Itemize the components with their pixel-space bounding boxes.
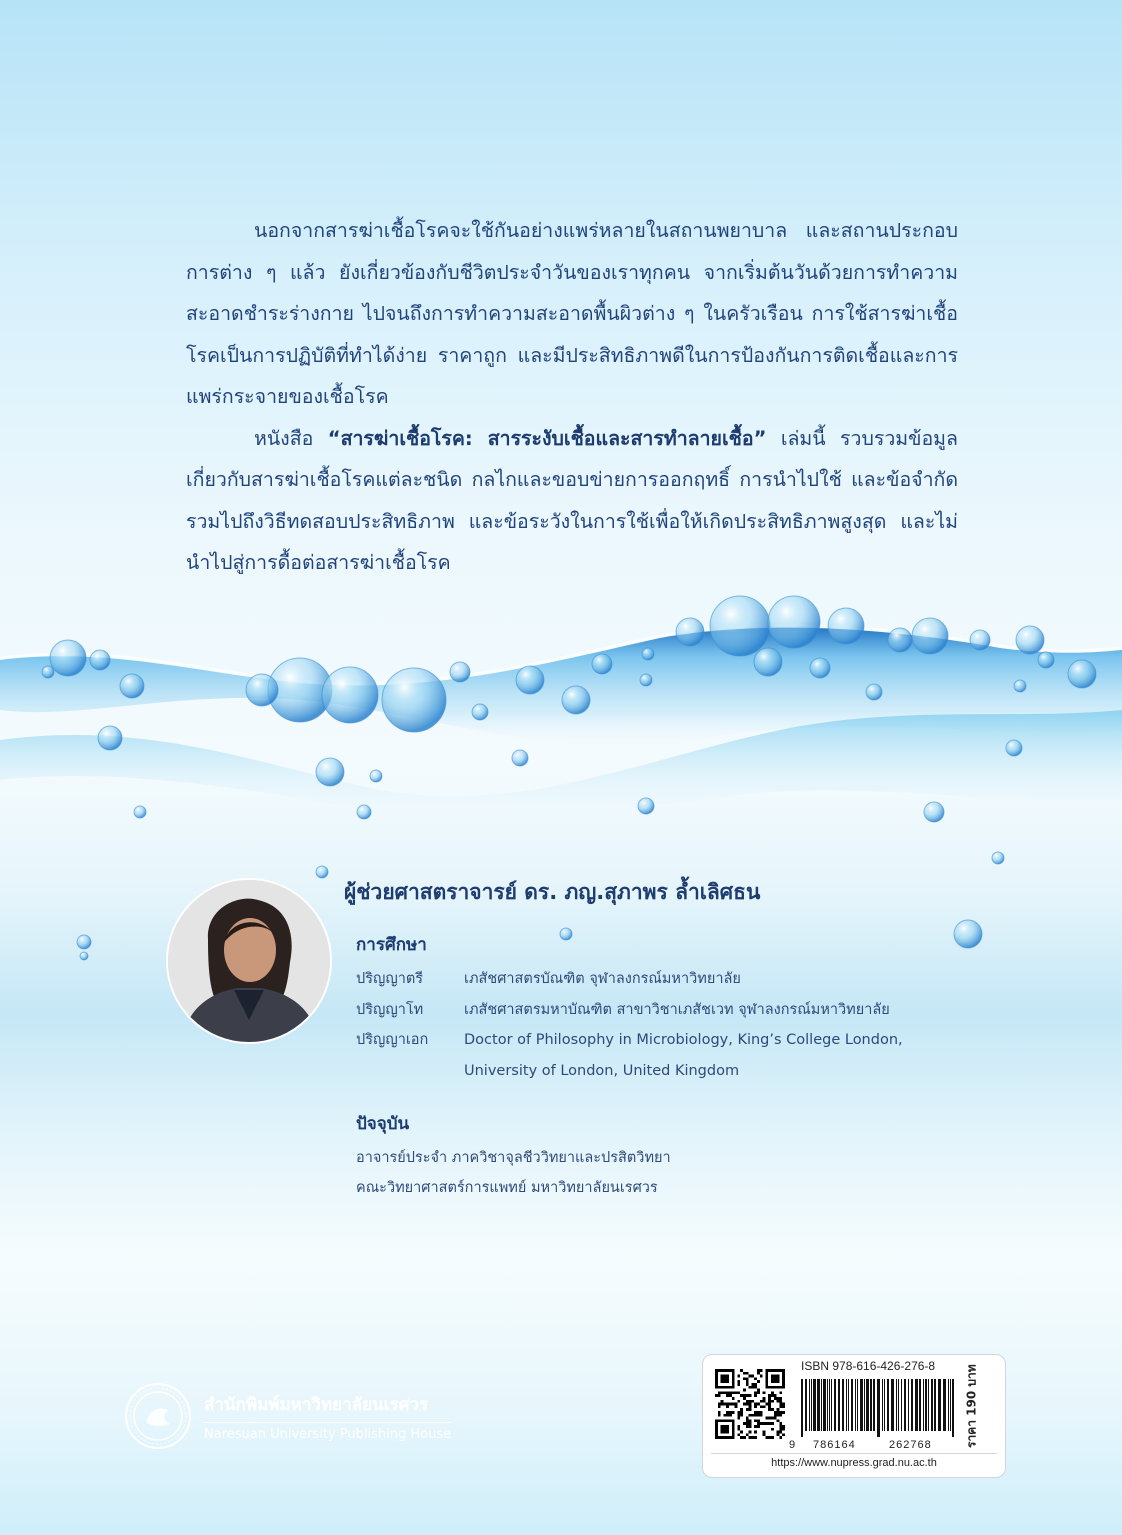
bubble	[80, 952, 88, 960]
bubble	[924, 802, 944, 822]
bubble	[888, 628, 912, 652]
bubble	[120, 674, 144, 698]
bubble	[322, 667, 378, 723]
degree-label	[356, 1056, 464, 1087]
divider	[711, 1453, 997, 1454]
bubble	[676, 618, 704, 646]
bubble	[77, 935, 91, 949]
bubble	[516, 666, 544, 694]
current-line: อาจารย์ประจำ ภาควิชาจุลชีววิทยาและปรสิตวิทยา	[356, 1150, 671, 1166]
current-line: คณะวิทยาศาสตร์การแพทย์ มหาวิทยาลัยนเรศวร	[356, 1180, 658, 1196]
degree-value: Doctor of Philosophy in Microbiology, King’s College London,	[464, 1032, 903, 1048]
education-row	[356, 995, 964, 1026]
education-list	[356, 964, 964, 1086]
bubble	[246, 674, 278, 706]
bubble	[90, 650, 110, 670]
bubble	[42, 666, 54, 678]
bubble	[1068, 660, 1096, 688]
bubble	[1006, 740, 1022, 756]
bubble	[562, 686, 590, 714]
description-paragraph-1: นอกจากสารฆ่าเชื้อโรคจะใช้กันอย่างแพร่หลายในสถานพยาบาล และสถานประกอบการต่าง ๆ แล้ว ยังเกี่ยวข้องกับชีวิตประจำวันของเราทุกคน จากเริ่มต้นวันด้วยการทำความสะอาดชำระร่างกาย ไปจนถึงการทำความสะอาดพื้นผิวต่าง ๆ ในครัวเรือน การใช้สารฆ่าเชื้อโรคเป็นการปฏิบัติที่ทำได้ง่าย ราคาถูก และมีประสิทธิภาพดีในการป้องกันการติดเชื้อและการแพร่กระจายของเชื้อโรค	[186, 219, 958, 408]
ean-right-digits: 262768	[889, 1439, 932, 1451]
bubble	[357, 805, 371, 819]
degree-value: เภสัชศาสตรมหาบัณฑิต สาขาวิชาเภสัชเวท จุฬาลงกรณ์มหาวิทยาลัย	[464, 1001, 890, 1018]
degree-label: ปริญญาโท	[356, 1001, 424, 1018]
book-description	[186, 210, 958, 584]
qr-code-icon	[715, 1369, 785, 1439]
bubble	[1014, 680, 1026, 692]
university-seal-icon	[124, 1382, 192, 1450]
author-portrait-image	[168, 880, 330, 1042]
bubble	[50, 640, 86, 676]
bubble	[592, 654, 612, 674]
degree-label: ปริญญาเอก	[356, 1032, 429, 1048]
current-position	[344, 1110, 964, 1203]
bubble	[810, 658, 830, 678]
bubble	[134, 806, 146, 818]
bubble	[768, 596, 820, 648]
publisher-name-en: Naresuan University Publishing House	[204, 1426, 452, 1442]
education-row	[356, 964, 964, 995]
description-paragraph-2	[186, 418, 958, 584]
bubble	[970, 630, 990, 650]
degree-value: เภสัชศาสตรบัณฑิต จุฬาลงกรณ์มหาวิทยาลัย	[464, 971, 741, 987]
bubble	[912, 618, 948, 654]
book-title-quote: “สารฆ่าเชื้อโรค: สารระงับเชื้อและสารทำลายเชื้อ”	[327, 426, 767, 450]
bubble	[1016, 626, 1044, 654]
bubble	[370, 770, 382, 782]
bubble	[450, 662, 470, 682]
education-row	[356, 1056, 964, 1087]
education-row	[356, 1025, 964, 1056]
bubble	[992, 852, 1004, 864]
degree-value: University of London, United Kingdom	[464, 1062, 740, 1079]
bubble	[754, 648, 782, 676]
bubble	[828, 608, 864, 644]
bubble	[1038, 652, 1054, 668]
ean-lead-digit: 9	[789, 1439, 796, 1451]
description-text: เล่มนี้ รวบรวมข้อมูลเกี่ยวกับสารฆ่าเชื้อโรคแต่ละชนิด กลไกและขอบข่ายการออกฤทธิ์ การนำไปใช้ และข้อจำกัด รวมไปถึงวิธีทดสอบประสิทธิภาพ และข้อระวังในการใช้เพื่อให้เกิดประสิทธิภาพสูงสุด และไม่นำไปสู่การดื้อต่อสารฆ่าเชื้อโรค	[186, 426, 958, 574]
bubble	[316, 866, 328, 878]
author-name: ผู้ช่วยศาสตราจารย์ ดร. ภญ.สุภาพร ล้ำเลิศธน	[344, 880, 761, 904]
publisher-name-th: สำนักพิมพ์มหาวิทยาลัยนเรศวร	[204, 1391, 451, 1423]
bubble	[316, 758, 344, 786]
barcode-panel	[702, 1354, 1006, 1478]
bubble	[866, 684, 882, 700]
ean-left-digits: 786164	[813, 1439, 856, 1451]
bubble	[512, 750, 528, 766]
bubble	[640, 674, 652, 686]
bubble	[472, 704, 488, 720]
isbn-barcode	[799, 1379, 957, 1437]
education-heading: การศึกษา	[356, 935, 427, 955]
bubble	[638, 798, 654, 814]
degree-label: ปริญญาตรี	[356, 971, 424, 987]
description-text: หนังสือ	[254, 426, 328, 450]
website-url: https://www.nupress.grad.nu.ac.th	[771, 1457, 937, 1469]
price-label-wrap	[959, 1363, 985, 1453]
bubble	[98, 726, 122, 750]
bubble	[382, 668, 446, 732]
current-heading: ปัจจุบัน	[356, 1114, 410, 1134]
publisher-block	[124, 1382, 451, 1450]
author-section	[344, 876, 964, 1203]
price-label: ราคา 190 บาท	[964, 1364, 979, 1448]
isbn-text: ISBN 978-616-426-276-8	[801, 1359, 936, 1373]
bubble	[642, 648, 654, 660]
bubble	[710, 596, 770, 656]
author-photo	[168, 880, 330, 1042]
